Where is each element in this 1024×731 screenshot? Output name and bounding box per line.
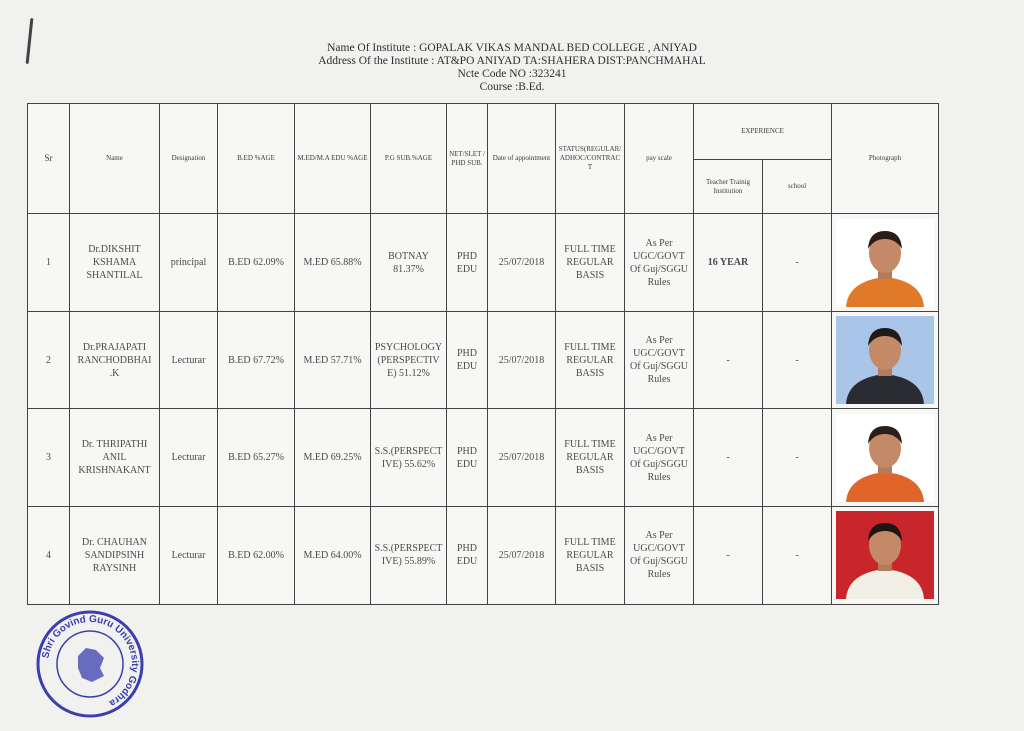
cell-pay: As Per UGC/GOVT Of Guj/SGGU Rules	[625, 214, 694, 312]
photograph	[836, 316, 934, 404]
header-date: Date of appointment	[488, 104, 556, 214]
header-pay: pay scale	[625, 104, 694, 214]
document-header	[0, 42, 1024, 94]
cell-med: M.ED 57.71%	[295, 312, 371, 409]
cell-designation: Lecturar	[160, 312, 218, 409]
cell-date: 25/07/2018	[488, 506, 556, 604]
header-sr: Sr	[28, 104, 70, 214]
cell-photo	[832, 506, 939, 604]
cell-bed: B.ED 65.27%	[218, 409, 295, 506]
cell-exp-school: -	[763, 506, 832, 604]
header-status: STATUS(REGULAR/ADHOC/CONTRACT	[556, 104, 625, 214]
cell-pg: S.S.(PERSPECTIVE) 55.89%	[371, 506, 447, 604]
cell-bed: B.ED 67.72%	[218, 312, 295, 409]
cell-pay: As Per UGC/GOVT Of Guj/SGGU Rules	[625, 409, 694, 506]
cell-status: FULL TIME REGULAR BASIS	[556, 506, 625, 604]
header-pg: P.G SUB.%AGE	[371, 104, 447, 214]
cell-designation: Lecturar	[160, 409, 218, 506]
cell-exp-school: -	[763, 214, 832, 312]
cell-net: PHD EDU	[447, 312, 488, 409]
cell-name: Dr.DIKSHIT KSHAMA SHANTILAL	[70, 214, 160, 312]
cell-sr: 1	[28, 214, 70, 312]
cell-date: 25/07/2018	[488, 312, 556, 409]
header-med: M.ED/M.A EDU %AGE	[295, 104, 371, 214]
cell-bed: B.ED 62.09%	[218, 214, 295, 312]
seal-graphic	[34, 608, 146, 720]
cell-exp-tti: -	[694, 312, 763, 409]
header-name: Name	[70, 104, 160, 214]
header-net: NET/SLET /PHD SUB.	[447, 104, 488, 214]
cell-photo	[832, 214, 939, 312]
header-photo: Photograph	[832, 104, 939, 214]
photograph	[836, 511, 934, 599]
cell-pg: BOTNAY 81.37%	[371, 214, 447, 312]
header-exp-school: school	[763, 160, 832, 214]
portrait-image	[836, 511, 934, 599]
cell-sr: 4	[28, 506, 70, 604]
photograph	[836, 414, 934, 502]
cell-exp-tti: 16 YEAR	[694, 214, 763, 312]
table-row	[28, 409, 939, 506]
cell-photo	[832, 312, 939, 409]
header-designation: Designation	[160, 104, 218, 214]
cell-exp-school: -	[763, 409, 832, 506]
course-name: Course :B.Ed.	[479, 81, 545, 93]
cell-status: FULL TIME REGULAR BASIS	[556, 409, 625, 506]
cell-med: M.ED 64.00%	[295, 506, 371, 604]
cell-name: Dr. CHAUHAN SANDIPSINH RAYSINH	[70, 506, 160, 604]
cell-exp-school: -	[763, 312, 832, 409]
portrait-image	[836, 219, 934, 307]
cell-name: Dr.PRAJAPATI RANCHODBHAI .K	[70, 312, 160, 409]
ncte-code: Ncte Code NO :323241	[457, 68, 567, 80]
cell-date: 25/07/2018	[488, 409, 556, 506]
cell-name: Dr. THRIPATHI ANIL KRISHNAKANT	[70, 409, 160, 506]
cell-status: FULL TIME REGULAR BASIS	[556, 214, 625, 312]
cell-net: PHD EDU	[447, 214, 488, 312]
cell-net: PHD EDU	[447, 506, 488, 604]
cell-exp-tti: -	[694, 506, 763, 604]
cell-bed: B.ED 62.00%	[218, 506, 295, 604]
cell-pg: PSYCHOLOGY(PERSPECTIVE) 51.12%	[371, 312, 447, 409]
cell-designation: Lecturar	[160, 506, 218, 604]
cell-sr: 3	[28, 409, 70, 506]
header-experience: EXPERIENCE	[694, 104, 832, 160]
header-exp-tti: Teacher Trainig Institution	[694, 160, 763, 214]
faculty-table	[27, 103, 939, 605]
table-row	[28, 506, 939, 604]
institute-name: Name Of Institute : GOPALAK VIKAS MANDAL BED COLLEGE , ANIYAD	[327, 42, 697, 54]
seal-text: Shri Govind Guru University Godhra	[40, 613, 141, 709]
cell-pay: As Per UGC/GOVT Of Guj/SGGU Rules	[625, 506, 694, 604]
header-bed: B.ED %AGE	[218, 104, 295, 214]
cell-pay: As Per UGC/GOVT Of Guj/SGGU Rules	[625, 312, 694, 409]
portrait-image	[836, 414, 934, 502]
cell-photo	[832, 409, 939, 506]
cell-med: M.ED 69.25%	[295, 409, 371, 506]
cell-sr: 2	[28, 312, 70, 409]
table-row	[28, 312, 939, 409]
portrait-image	[836, 316, 934, 404]
cell-med: M.ED 65.88%	[295, 214, 371, 312]
cell-pg: S.S.(PERSPECTIVE) 55.62%	[371, 409, 447, 506]
cell-net: PHD EDU	[447, 409, 488, 506]
cell-date: 25/07/2018	[488, 214, 556, 312]
table-row	[28, 214, 939, 312]
photograph	[836, 219, 934, 307]
institute-address: Address Of the Institute : AT&PO ANIYAD TA:SHAHERA DIST:PANCHMAHAL	[318, 55, 706, 67]
faculty-rows	[28, 214, 939, 605]
cell-exp-tti: -	[694, 409, 763, 506]
cell-designation: principal	[160, 214, 218, 312]
cell-status: FULL TIME REGULAR BASIS	[556, 312, 625, 409]
university-seal	[34, 608, 146, 720]
